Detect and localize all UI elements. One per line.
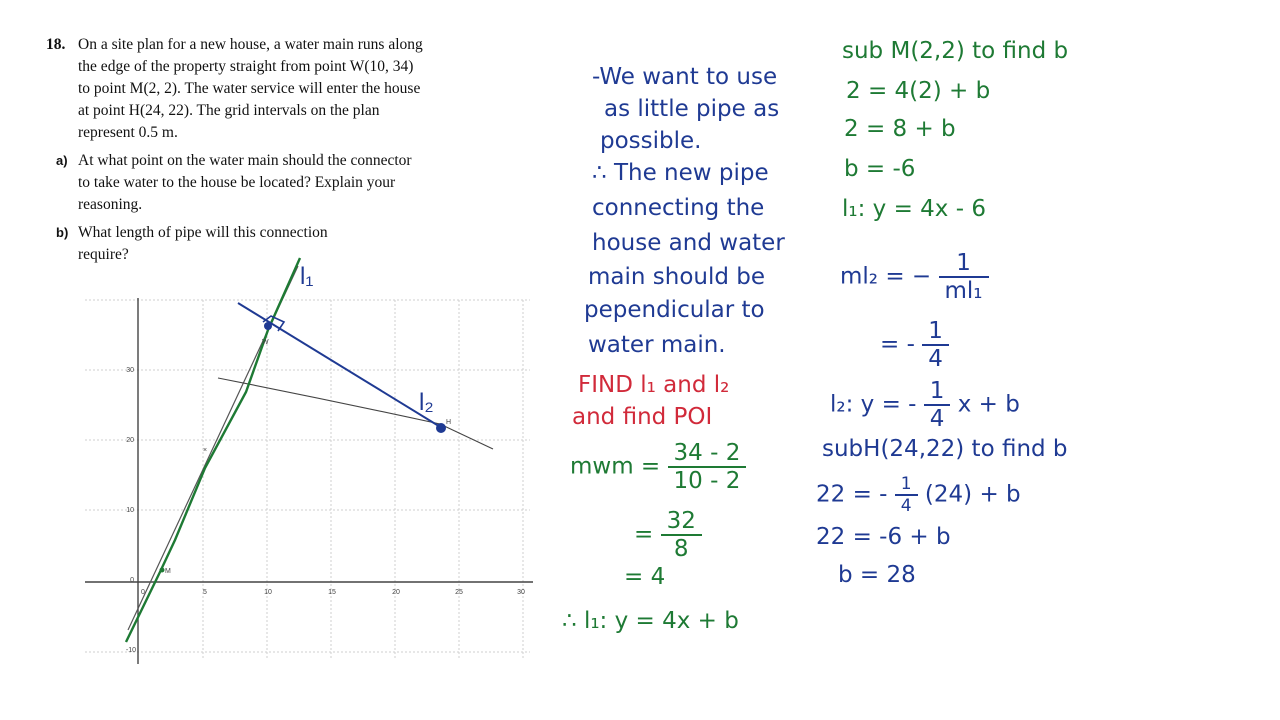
small-marker: × — [203, 447, 208, 454]
eq-line-2: 2 = 8 + b — [844, 116, 956, 142]
ml2-value-prefix: = - — [880, 331, 915, 358]
problem-number: 18. — [46, 36, 66, 53]
poi-point — [264, 322, 272, 330]
ml2-line: ml₂ = − $\frac{1}{\text{ml₁}}$ — [840, 250, 989, 304]
reason-line-3: possible. — [600, 128, 702, 154]
part-a-text: At what point on the water main should the connector to take water to the house be located? Explain your reasoning. — [78, 152, 412, 213]
step2-fraction — [661, 508, 702, 562]
reason-line-6: house and water — [592, 230, 785, 256]
reason-line-4: ∴ The new pipe — [592, 160, 769, 186]
h-eq1-denominator: 4 — [900, 496, 912, 516]
ml2-value — [880, 318, 949, 372]
h-eq-line-1 — [816, 474, 1021, 516]
reason-line-5: connecting the — [592, 195, 765, 221]
l2-drawn-line — [238, 303, 442, 428]
grid — [85, 300, 530, 660]
l1-final-eq: l₁: y = 4x - 6 — [842, 196, 986, 222]
h-eq-line-2: 22 = -6 + b — [816, 524, 951, 550]
ml2-numerator: 1 — [939, 250, 989, 278]
label-l1: l₁ — [300, 263, 314, 290]
x-tick-10: 10 — [264, 589, 272, 596]
ml2-denominator: ml₁ — [944, 278, 983, 304]
slope-step-2 — [634, 508, 702, 562]
h-eq1-fraction — [895, 474, 918, 516]
y-tick-20: 20 — [126, 437, 134, 444]
main-point-m — [160, 568, 165, 573]
ml2-fraction — [939, 250, 989, 304]
l2-denominator: 4 — [929, 406, 945, 432]
step2-denominator: 8 — [673, 536, 689, 562]
sub-m-line: sub M(2,2) to find b — [842, 38, 1069, 64]
reason-line-1: -We want to use — [592, 64, 778, 90]
printed-line — [218, 378, 493, 449]
part-a-label: a) — [56, 153, 68, 168]
reason-line-2: as little pipe as — [604, 96, 780, 122]
part-b-text: What length of pipe will this connection require? — [78, 224, 328, 263]
y-tick-neg10: -10 — [125, 647, 136, 654]
x-tick-15: 15 — [328, 589, 336, 596]
slope-numerator: 34 - 2 — [668, 440, 747, 468]
axes — [85, 298, 533, 664]
h-eq1-lhs: 22 = - — [816, 481, 888, 508]
point-label-h: H — [446, 419, 452, 426]
ml2-value-denominator: 4 — [928, 346, 943, 372]
l2-general-eq — [830, 378, 1020, 432]
x-tick-labels — [141, 589, 525, 596]
l1-general-eq: ∴ l₁: y = 4x + b — [562, 608, 739, 634]
h-eq1-numerator: 1 — [895, 474, 918, 496]
h-eq-line-3: b = 28 — [838, 562, 916, 588]
x-tick-30: 30 — [517, 589, 525, 596]
house-point — [436, 423, 446, 433]
ml2-lhs: ml₂ = — [840, 263, 905, 290]
eq-line-1: 2 = 4(2) + b — [846, 78, 991, 104]
slope-fraction — [668, 440, 747, 494]
part-b-label: b) — [56, 225, 69, 240]
point-label-m: M — [165, 568, 171, 575]
ml2-value-fraction — [922, 318, 949, 372]
slope-calc — [570, 440, 746, 494]
find-line-2: and find POI — [572, 404, 713, 430]
sub-h-line: subH(24,22) to find b — [822, 436, 1068, 462]
reason-line-8: pependicular to — [584, 297, 765, 323]
eq-line-3: b = -6 — [844, 156, 916, 182]
reason-line-9: water main. — [588, 332, 726, 358]
slope-step-3: = 4 — [624, 564, 666, 590]
slope-lhs: mwm = — [570, 453, 661, 480]
reason-line-7: main should be — [588, 264, 766, 290]
x-tick-20: 20 — [392, 589, 400, 596]
slope-denominator: 10 - 2 — [673, 468, 741, 494]
y-tick-30: 30 — [126, 367, 134, 374]
find-line-1: FIND l₁ and l₂ — [578, 372, 730, 398]
label-l2: l₂ — [419, 389, 434, 416]
x-tick-25: 25 — [455, 589, 463, 596]
step2-numerator: 32 — [661, 508, 702, 536]
l2-rhs: x + b — [957, 391, 1020, 418]
y-tick-0: 0 — [130, 577, 134, 584]
problem-stem: On a site plan for a new house, a water main runs along the edge of the property straight from point W(10, 34) to point M(2, 2). The water service will enter the house at point H(24, 22). The grid intervals on the plan represent 0.5 m. — [78, 36, 423, 141]
site-plan-graph — [0, 0, 560, 720]
x-tick-5: 5 — [203, 589, 207, 596]
l2-numerator: 1 — [924, 378, 951, 406]
point-label-w: W — [262, 339, 269, 346]
l2-lhs: l₂: y = - — [830, 391, 917, 418]
h-eq1-rhs: (24) + b — [924, 481, 1021, 508]
l1-drawn-line — [126, 258, 300, 642]
ml2-value-numerator: 1 — [922, 318, 949, 346]
step2-eq: = — [634, 521, 654, 548]
l2-fraction — [924, 378, 951, 432]
x-tick-0: 0 — [141, 589, 145, 596]
y-tick-10: 10 — [126, 507, 134, 514]
